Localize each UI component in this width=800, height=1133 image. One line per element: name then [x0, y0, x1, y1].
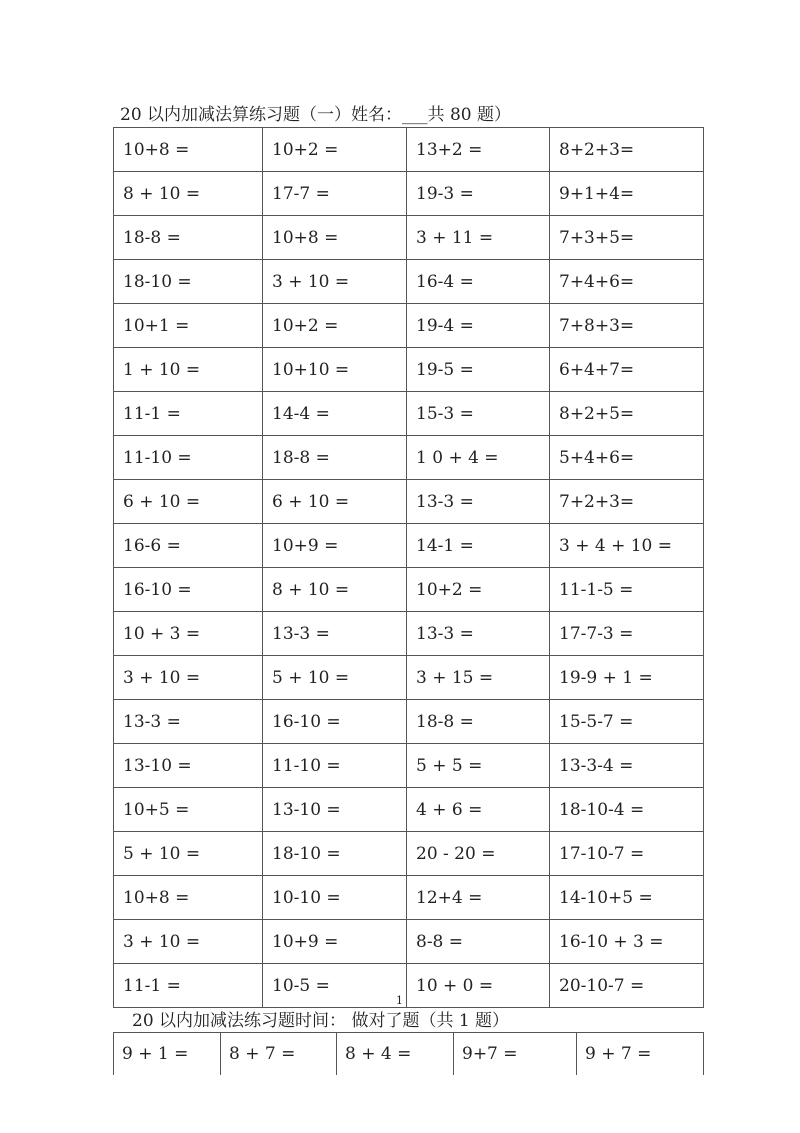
problem-cell: 7+8+3= [550, 304, 704, 348]
problem-cell: 5 + 10 = [263, 656, 407, 700]
problem-cell: 9 + 7 = [577, 1033, 704, 1076]
problem-cell: 10+2 = [407, 568, 550, 612]
table-row [114, 700, 704, 744]
problem-cell: 18-8 = [114, 216, 263, 260]
problem-cell: 10+2 = [263, 128, 407, 172]
problem-cell: 5+4+6= [550, 436, 704, 480]
problem-cell: 8+2+3= [550, 128, 704, 172]
problem-cell: 1 + 10 = [114, 348, 263, 392]
problem-cell: 18-10 = [114, 260, 263, 304]
table-row [114, 128, 704, 172]
problem-cell: 7+4+6= [550, 260, 704, 304]
problem-cell: 9 + 1 = [114, 1033, 221, 1076]
problem-cell: 19-4 = [407, 304, 550, 348]
problem-cell: 13-10 = [114, 744, 263, 788]
problem-cell: 13-3 = [407, 612, 550, 656]
problem-cell: 17-10-7 = [550, 832, 704, 876]
problem-cell: 17-7-3 = [550, 612, 704, 656]
table-row [114, 348, 704, 392]
problem-cell: 18-8 = [407, 700, 550, 744]
problem-cell: 10-10 = [263, 876, 407, 920]
table-row [114, 216, 704, 260]
problem-cell: 8 + 10 = [114, 172, 263, 216]
problem-cell: 16-6 = [114, 524, 263, 568]
problem-cell: 20 - 20 = [407, 832, 550, 876]
table-row [114, 876, 704, 920]
problem-cell: 13-3 = [263, 612, 407, 656]
problem-cell: 10 + 0 = [407, 964, 550, 1008]
problem-cell: 11-1 = [114, 964, 263, 1008]
problem-cell: 3 + 4 + 10 = [550, 524, 704, 568]
problem-cell: 13-10 = [263, 788, 407, 832]
table-row [114, 260, 704, 304]
problem-cell: 3 + 10 = [114, 920, 263, 964]
problem-cell: 16-10 = [263, 700, 407, 744]
problem-cell: 14-1 = [407, 524, 550, 568]
problem-cell: 10 + 3 = [114, 612, 263, 656]
problem-cell: 9+1+4= [550, 172, 704, 216]
problem-cell: 15-5-7 = [550, 700, 704, 744]
problem-cell: 10+8 = [263, 216, 407, 260]
table-row [114, 436, 704, 480]
problem-cell: 20-10-7 = [550, 964, 704, 1008]
table-row [114, 788, 704, 832]
table-row [114, 480, 704, 524]
problem-cell: 16-10 + 3 = [550, 920, 704, 964]
table-row [114, 524, 704, 568]
problem-cell: 6 + 10 = [263, 480, 407, 524]
problem-cell: 14-10+5 = [550, 876, 704, 920]
problem-cell: 18-8 = [263, 436, 407, 480]
problem-cell: 10+5 = [114, 788, 263, 832]
problem-cell: 11-1-5 = [550, 568, 704, 612]
problem-cell: 1 0 + 4 = [407, 436, 550, 480]
table-row [114, 832, 704, 876]
problem-cell: 10-5 = [263, 964, 407, 1008]
problem-cell: 6 + 10 = [114, 480, 263, 524]
problem-cell: 13-3 = [407, 480, 550, 524]
problem-cell: 18-10 = [263, 832, 407, 876]
problem-cell: 16-10 = [114, 568, 263, 612]
problem-cell: 10+2 = [263, 304, 407, 348]
problem-grid [113, 127, 704, 1008]
problem-cell: 11-10 = [263, 744, 407, 788]
table-row [114, 172, 704, 216]
table-row [114, 568, 704, 612]
problem-cell: 14-4 = [263, 392, 407, 436]
problem-cell: 10+9 = [263, 524, 407, 568]
problem-cell: 11-10 = [114, 436, 263, 480]
problem-cell: 10+9 = [263, 920, 407, 964]
problem-cell: 3 + 11 = [407, 216, 550, 260]
problem-cell: 13-3 = [114, 700, 263, 744]
problem-cell: 19-9 + 1 = [550, 656, 704, 700]
problem-cell: 5 + 5 = [407, 744, 550, 788]
problem-cell: 13-3-4 = [550, 744, 704, 788]
problem-cell: 17-7 = [263, 172, 407, 216]
problem-cell: 8-8 = [407, 920, 550, 964]
table-row [114, 392, 704, 436]
problem-cell: 10+8 = [114, 128, 263, 172]
worksheet-title-2: 20 以内加减法练习题时间： 做对了题（共 1 题） [132, 1011, 510, 1031]
problem-cell: 10+1 = [114, 304, 263, 348]
problem-cell: 6+4+7= [550, 348, 704, 392]
table-row [114, 964, 704, 1008]
problem-cell: 15-3 = [407, 392, 550, 436]
table-row [114, 920, 704, 964]
problem-cell: 9+7 = [454, 1033, 577, 1076]
problem-cell: 19-3 = [407, 172, 550, 216]
problem-cell: 10+8 = [114, 876, 263, 920]
problem-cell: 8+2+5= [550, 392, 704, 436]
problem-cell: 3 + 10 = [263, 260, 407, 304]
problem-cell: 11-1 = [114, 392, 263, 436]
table-row [114, 612, 704, 656]
problem-cell: 5 + 10 = [114, 832, 263, 876]
problem-cell: 8 + 4 = [337, 1033, 454, 1076]
problem-cell: 4 + 6 = [407, 788, 550, 832]
problem-cell: 10+10 = [263, 348, 407, 392]
table-row [114, 1033, 704, 1076]
problem-grid-2 [113, 1032, 704, 1075]
problem-cell: 12+4 = [407, 876, 550, 920]
problem-cell: 18-10-4 = [550, 788, 704, 832]
problem-cell: 7+2+3= [550, 480, 704, 524]
problem-cell: 3 + 10 = [114, 656, 263, 700]
table-row [114, 744, 704, 788]
table-row [114, 656, 704, 700]
table-row [114, 304, 704, 348]
problem-cell: 7+3+5= [550, 216, 704, 260]
worksheet-title: 20 以内加减法算练习题（一）姓名：___共 80 题） [120, 105, 511, 125]
problem-cell: 8 + 7 = [221, 1033, 337, 1076]
problem-cell: 8 + 10 = [263, 568, 407, 612]
problem-cell: 19-5 = [407, 348, 550, 392]
problem-cell: 3 + 15 = [407, 656, 550, 700]
problem-cell: 16-4 = [407, 260, 550, 304]
page-number: 1 [396, 994, 403, 1007]
problem-cell: 13+2 = [407, 128, 550, 172]
